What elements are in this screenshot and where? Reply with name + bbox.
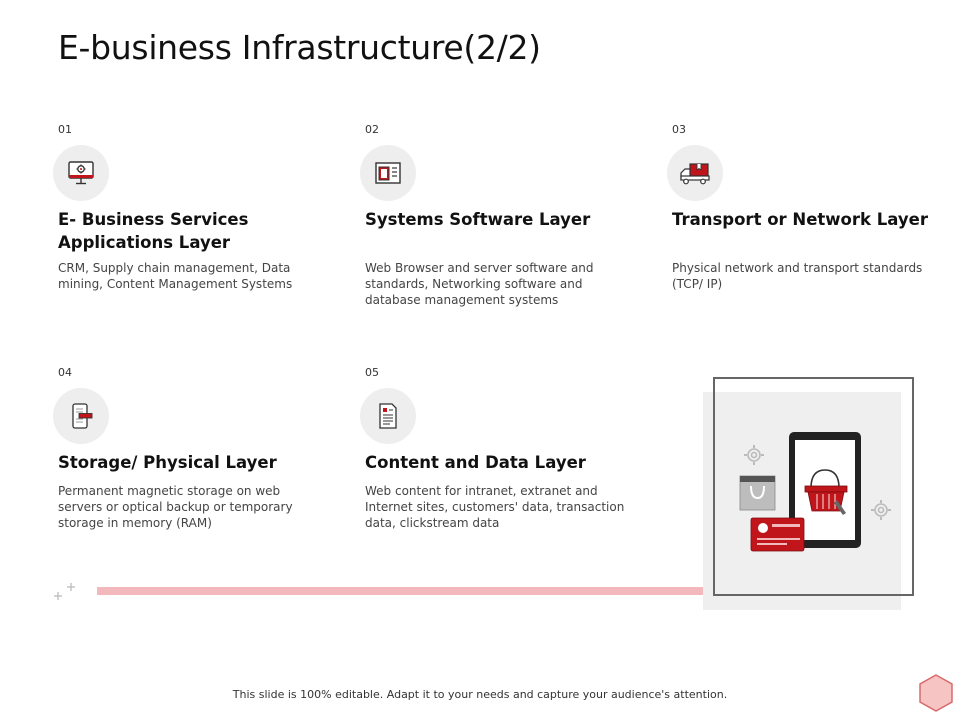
plus-decoration-icon [50,580,80,608]
item-title: Systems Software Layer [365,210,591,229]
monitor-gear-icon [53,145,109,201]
item-number: 04 [58,366,72,379]
storage-device-icon [53,388,109,444]
item-number: 05 [365,366,379,379]
item-number: 01 [58,123,72,136]
software-window-icon [360,145,416,201]
layer-item-04 [58,366,318,531]
layer-item-03 [672,123,932,292]
item-number: 03 [672,123,686,136]
hexagon-logo-icon [916,672,956,718]
item-number: 02 [365,123,379,136]
item-title: E- Business Services Applications Layer [58,210,249,252]
item-title: Storage/ Physical Layer [58,453,277,472]
item-title: Transport or Network Layer [672,210,928,229]
item-description: Permanent magnetic storage on web servers or optical backup or temporary storage in memory (RAM) [58,484,293,530]
layer-item-01 [58,123,318,292]
item-description: CRM, Supply chain management, Data mining, Content Management Systems [58,261,293,291]
accent-bar [97,587,707,595]
footer-note: This slide is 100% editable. Adapt it to your needs and capture your audience's attention. [232,688,728,701]
item-description: Physical network and transport standards (TCP/ IP) [672,261,923,291]
document-icon [360,388,416,444]
layer-item-02 [365,123,625,308]
item-title: Content and Data Layer [365,453,586,472]
delivery-truck-icon [667,145,723,201]
item-description: Web Browser and server software and standards, Networking software and database management systems [365,261,594,307]
layer-item-05 [365,366,625,531]
slide-title: E-business Infrastructure(2/2) [58,28,541,67]
item-description: Web content for intranet, extranet and Internet sites, customers' data, transaction data, clickstream data [365,484,625,530]
image-frame [713,377,914,596]
